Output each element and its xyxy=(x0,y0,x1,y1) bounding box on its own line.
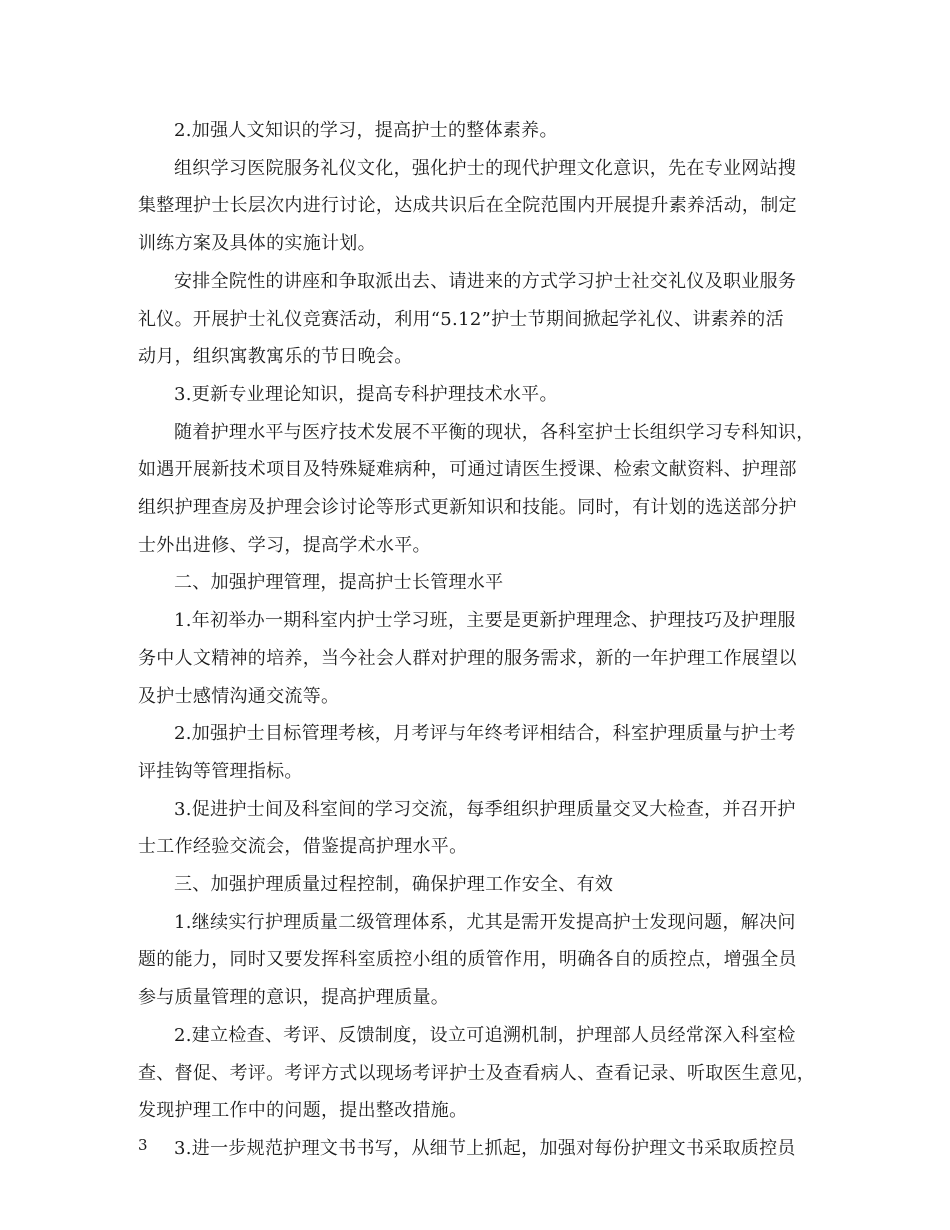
text-line: 士外出进修、学习，提高学术水平。 xyxy=(138,534,431,556)
text-line: 动月，组织寓教寓乐的节日晚会。 xyxy=(138,346,413,368)
text-line: 集整理护士长层次内进行讨论，达成共识后在全院范围内开展提升素养活动，制定 xyxy=(138,195,797,217)
text-line: 题的能力，同时又要发挥科室质控小组的质管作用，明确各自的质控点，增强全员 xyxy=(138,949,797,971)
text-line: 士工作经验交流会，借鉴提高护理水平。 xyxy=(138,836,468,858)
text-line: 务中人文精神的培养，当今社会人群对护理的服务需求，新的一年护理工作展望以 xyxy=(138,647,797,669)
text-line: 组织护理查房及护理会诊讨论等形式更新知识和技能。同时，有计划的选送部分护 xyxy=(138,497,797,519)
text-line: 礼仪。开展护士礼仪竞赛活动，利用“5.12”护士节期间掀起学礼仪、讲素养的活 xyxy=(138,308,784,330)
paragraph xyxy=(138,791,814,866)
text-line: 评挂钩等管理指标。 xyxy=(138,760,303,782)
text-line: 3.进一步规范护理文书书写，从细节上抓起，加强对每份护理文书采取质控员 xyxy=(174,1137,796,1159)
text-line: 1.年初举办一期科室内护士学习班，主要是更新护理理念、护理技巧及护理服 xyxy=(174,610,796,632)
paragraph xyxy=(138,376,814,414)
text-line: 2.加强护士目标管理考核，月考评与年终考评相结合，科室护理质量与护士考 xyxy=(174,723,796,745)
text-line: 1.继续实行护理质量二级管理体系，尤其是需开发提高护士发现问题，解决问 xyxy=(174,911,796,933)
paragraph xyxy=(138,866,814,904)
text-line: 二、加强护理管理，提高护士长管理水平 xyxy=(174,572,504,594)
paragraph xyxy=(138,414,814,565)
text-line: 3.更新专业理论知识，提高专科护理技术水平。 xyxy=(174,383,558,405)
paragraph xyxy=(138,564,814,602)
text-line: 随着护理水平与医疗技术发展不平衡的现状，各科室护士长组织学习专科知识， xyxy=(174,421,815,443)
text-line: 2.建立检查、考评、反馈制度，设立可追溯机制，护理部人员经常深入科室检 xyxy=(174,1024,796,1046)
text-line: 2.加强人文知识的学习，提高护士的整体素养。 xyxy=(174,120,558,141)
paragraph xyxy=(138,602,814,715)
text-line: 安排全院性的讲座和争取派出去、请进来的方式学习护士社交礼仪及职业服务 xyxy=(174,270,797,292)
paragraph xyxy=(138,1130,814,1168)
paragraph xyxy=(138,1017,814,1130)
paragraph xyxy=(138,112,814,150)
text-line: 三、加强护理质量过程控制，确保护理工作安全、有效 xyxy=(174,874,614,896)
paragraph xyxy=(138,263,814,376)
text-line: 组织学习医院服务礼仪文化，强化护士的现代护理文化意识，先在专业网站搜 xyxy=(174,157,797,179)
text-line: 参与质量管理的意识，提高护理质量。 xyxy=(138,987,450,1009)
text-line: 查、督促、考评。考评方式以现场考评护士及查看病人、查看记录、听取医生意见， xyxy=(138,1062,816,1084)
text-line: 如遇开展新技术项目及特殊疑难病种，可通过请医生授课、检索文献资料、护理部 xyxy=(138,459,797,481)
paragraph xyxy=(138,150,814,263)
text-line: 3.促进护士间及科室间的学习交流，每季组织护理质量交叉大检查，并召开护 xyxy=(174,798,796,820)
page-number: 3 xyxy=(138,1136,148,1154)
document-body xyxy=(138,112,814,1168)
text-line: 发现护理工作中的问题，提出整改措施。 xyxy=(138,1100,468,1122)
text-line: 训练方案及具体的实施计划。 xyxy=(138,233,376,255)
text-line: 及护士感情沟通交流等。 xyxy=(138,685,340,707)
paragraph xyxy=(138,715,814,790)
paragraph xyxy=(138,904,814,1017)
